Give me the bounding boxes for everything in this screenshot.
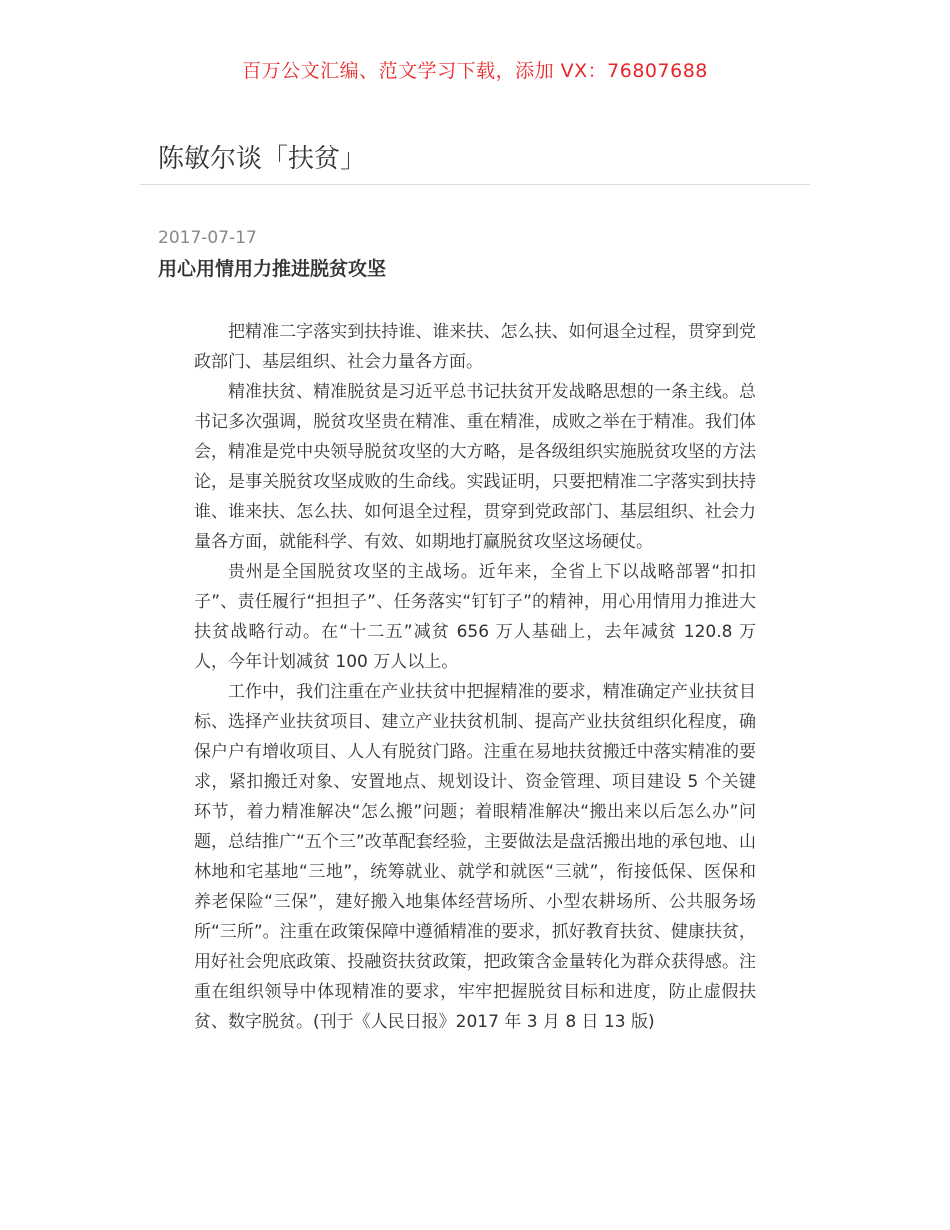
article-paragraph: 把精准二字落实到扶持谁、谁来扶、怎么扶、如何退全过程，贯穿到党政部门、基层组织、社会力量各方面。 — [194, 322, 756, 372]
article-body — [194, 317, 756, 1037]
header-divider — [140, 184, 810, 185]
article-paragraph: 工作中，我们注重在产业扶贫中把握精准的要求，精准确定产业扶贫目标、选择产业扶贫项目、建立产业扶贫机制、提高产业扶贫组织化程度，确保户户有增收项目、人人有脱贫门路。注重在易地扶贫搬迁中落实精准的要求，紧扣搬迁对象、安置地点、规划设计、资金管理、项目建设 5 个关键环节，着力精准解决“怎么搬”问题；着眼精准解决“搬出来以后怎么办”问题，总结推广“五个三”改革配套经验，主要做法是盘活搬出地的承包地、山林地和宅基地“三地”，统筹就业、就学和就医“三就”，衔接低保、医保和养老保险“三保”，建好搬入地集体经营场所、小型农耕场所、公共服务场所“三所”。注重在政策保障中遵循精准的要求，抓好教育扶贫、健康扶贫，用好社会兜底政策、投融资扶贫政策，把政策含金量转化为群众获得感。注重在组织领导中体现精准的要求，牢牢把握脱贫目标和进度，防止虚假扶贫、数字脱贫。(刊于《人民日报》2017 年 3 月 8 日 13 版) — [194, 682, 756, 1032]
promo-banner: 百万公文汇编、范文学习下载，添加 VX：76807688 — [242, 60, 708, 82]
article-date: 2017-07-17 — [158, 228, 257, 248]
article-paragraph: 贵州是全国脱贫攻坚的主战场。近年来，全省上下以战略部署“扣扣子”、责任履行“担担子”、任务落实“钉钉子”的精神，用心用情用力推进大扶贫战略行动。在“十二五”减贫 656 万人基础上，去年减贫 120.8 万人，今年计划减贫 100 万人以上。 — [194, 562, 756, 672]
article-title: 用心用情用力推进脱贫攻坚 — [158, 258, 387, 280]
article-paragraph: 精准扶贫、精准脱贫是习近平总书记扶贫开发战略思想的一条主线。总书记多次强调，脱贫攻坚贵在精准、重在精准，成败之举在于精准。我们体会，精准是党中央领导脱贫攻坚的大方略，是各级组织实施脱贫攻坚的方法论，是事关脱贫攻坚成败的生命线。实践证明，只要把精准二字落实到扶持谁、谁来扶、怎么扶、如何退全过程，贯穿到党政部门、基层组织、社会力量各方面，就能科学、有效、如期地打赢脱贫攻坚这场硬仗。 — [194, 382, 756, 552]
page-title: 陈敏尔谈「扶贫」 — [158, 144, 367, 174]
